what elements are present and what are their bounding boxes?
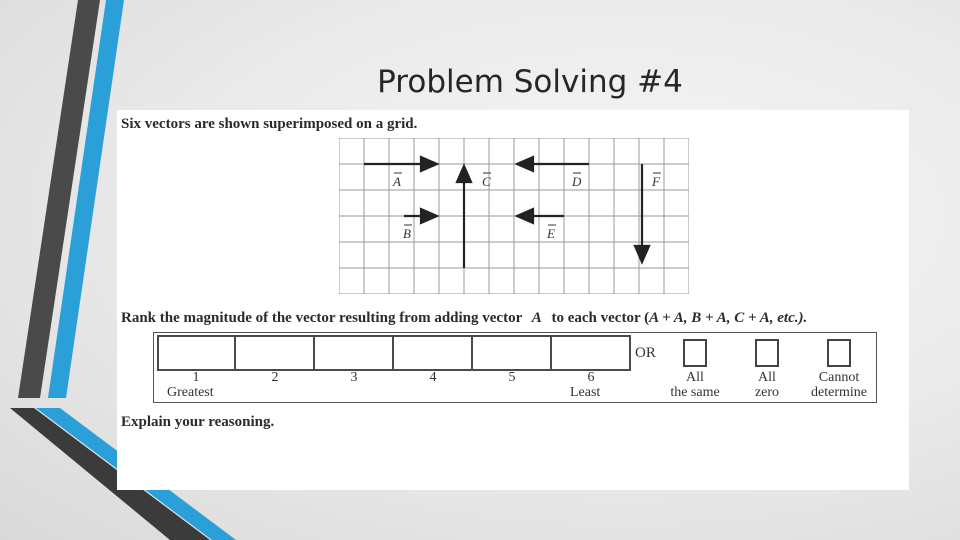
- vector-grid: [339, 138, 689, 294]
- option-cannot-determine-label: [803, 370, 875, 400]
- option-all-zero-label: [737, 370, 797, 400]
- problem-intro: Six vectors are shown superimposed on a grid.: [121, 116, 418, 132]
- option-all-zero-line2: zero: [754, 385, 780, 400]
- or-label: OR: [635, 345, 656, 361]
- greatest-label: Greatest: [167, 385, 214, 400]
- vector-label-c: C: [482, 174, 491, 189]
- rank-instruction-text: Rank the magnitude of the vector resulting from adding vector: [121, 310, 522, 326]
- rank-number-3: 3: [350, 370, 358, 385]
- vector-label-e: E: [547, 226, 555, 241]
- explain-prompt: Explain your reasoning.: [121, 414, 275, 430]
- rank-box-1[interactable]: [157, 335, 236, 371]
- all-same-checkbox[interactable]: [683, 339, 707, 367]
- option-all-same-line1: All: [686, 370, 704, 385]
- rank-box-3[interactable]: [315, 335, 394, 371]
- rank-instruction: [121, 310, 807, 327]
- option-all-same-label: [660, 370, 730, 400]
- option-cannot-determine-line2: determine: [811, 385, 867, 400]
- rank-number-5: 5: [508, 370, 516, 385]
- rank-instruction-tail: to each vector (: [551, 310, 650, 326]
- problem-panel: [117, 110, 909, 490]
- rank-number-4: 4: [429, 370, 437, 385]
- least-label: Least: [570, 385, 601, 400]
- vector-label-d: D: [572, 174, 582, 189]
- vector-label-b: B: [403, 226, 411, 241]
- rank-box-5[interactable]: [473, 335, 552, 371]
- rank-box-6[interactable]: [552, 335, 631, 371]
- option-all-same-line2: the same: [670, 385, 720, 400]
- slide-title: Problem Solving #4: [377, 64, 683, 100]
- rank-box-2[interactable]: [236, 335, 315, 371]
- option-all-zero-line1: All: [758, 370, 776, 385]
- option-cannot-determine-line1: Cannot: [818, 370, 860, 385]
- rank-number-6: 6: [587, 370, 595, 385]
- cannot-determine-checkbox[interactable]: [827, 339, 851, 367]
- rank-vector: A: [531, 310, 542, 326]
- vector-label-a: A: [393, 174, 401, 189]
- rank-number-1: 1: [192, 370, 200, 385]
- rank-box-4[interactable]: [394, 335, 473, 371]
- vector-label-f: F: [652, 174, 660, 189]
- rank-number-2: 2: [271, 370, 279, 385]
- rank-examples: A + A, B + A, C + A, etc.).: [649, 310, 808, 326]
- all-zero-checkbox[interactable]: [755, 339, 779, 367]
